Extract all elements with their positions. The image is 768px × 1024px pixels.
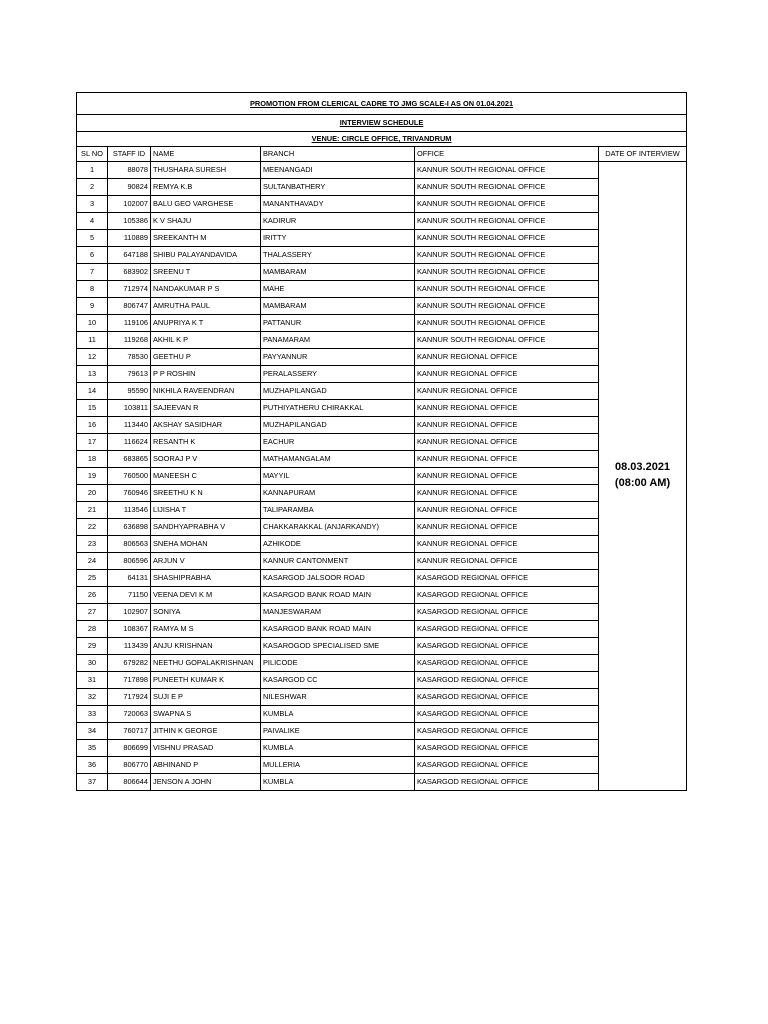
header-sl-no: SL NO — [77, 147, 108, 162]
cell-name: AMRUTHA PAUL — [151, 298, 261, 315]
table-row — [77, 723, 687, 740]
cell-office: KASARGOD REGIONAL OFFICE — [415, 672, 599, 689]
cell-name: NANDAKUMAR P S — [151, 281, 261, 298]
cell-staff-id: 679282 — [108, 655, 151, 672]
cell-branch: IRITTY — [261, 230, 415, 247]
cell-sl-no: 23 — [77, 536, 108, 553]
cell-branch: THALASSERY — [261, 247, 415, 264]
cell-sl-no: 6 — [77, 247, 108, 264]
cell-sl-no: 11 — [77, 332, 108, 349]
cell-name: GEETHU P — [151, 349, 261, 366]
cell-sl-no: 34 — [77, 723, 108, 740]
cell-staff-id: 90824 — [108, 179, 151, 196]
cell-sl-no: 1 — [77, 162, 108, 179]
table-row — [77, 332, 687, 349]
cell-staff-id: 119268 — [108, 332, 151, 349]
cell-office: KANNUR SOUTH REGIONAL OFFICE — [415, 230, 599, 247]
header-office: OFFICE — [415, 147, 599, 162]
cell-name: JITHIN K GEORGE — [151, 723, 261, 740]
cell-name: SANDHYAPRABHA V — [151, 519, 261, 536]
table-row — [77, 689, 687, 706]
cell-branch: PANAMARAM — [261, 332, 415, 349]
cell-office: KANNUR REGIONAL OFFICE — [415, 451, 599, 468]
table-row — [77, 672, 687, 689]
table-row — [77, 502, 687, 519]
cell-name: RAMYA M S — [151, 621, 261, 638]
cell-name: SREETHU K N — [151, 485, 261, 502]
cell-name: SHASHIPRABHA — [151, 570, 261, 587]
table-row — [77, 400, 687, 417]
table-row — [77, 281, 687, 298]
cell-name: K V SHAJU — [151, 213, 261, 230]
cell-branch: KUMBLA — [261, 706, 415, 723]
cell-sl-no: 25 — [77, 570, 108, 587]
cell-staff-id: 95590 — [108, 383, 151, 400]
interview-schedule-table — [76, 92, 687, 791]
cell-sl-no: 21 — [77, 502, 108, 519]
cell-staff-id: 71150 — [108, 587, 151, 604]
cell-sl-no: 35 — [77, 740, 108, 757]
cell-sl-no: 19 — [77, 468, 108, 485]
table-row — [77, 553, 687, 570]
cell-name: SHIBU PALAYANDAVIDA — [151, 247, 261, 264]
table-row — [77, 570, 687, 587]
cell-sl-no: 3 — [77, 196, 108, 213]
table-row — [77, 434, 687, 451]
cell-office: KANNUR SOUTH REGIONAL OFFICE — [415, 298, 599, 315]
table-row — [77, 417, 687, 434]
cell-sl-no: 20 — [77, 485, 108, 502]
cell-branch: MAMBARAM — [261, 264, 415, 281]
cell-staff-id: 64131 — [108, 570, 151, 587]
cell-name: VISHNU PRASAD — [151, 740, 261, 757]
cell-sl-no: 4 — [77, 213, 108, 230]
table-row — [77, 230, 687, 247]
cell-office: KANNUR REGIONAL OFFICE — [415, 553, 599, 570]
cell-name: THUSHARA SURESH — [151, 162, 261, 179]
cell-name: JENSON A JOHN — [151, 774, 261, 791]
cell-office: KANNUR REGIONAL OFFICE — [415, 400, 599, 417]
cell-staff-id: 113439 — [108, 638, 151, 655]
cell-sl-no: 8 — [77, 281, 108, 298]
cell-office: KANNUR REGIONAL OFFICE — [415, 519, 599, 536]
cell-staff-id: 108367 — [108, 621, 151, 638]
cell-office: KANNUR SOUTH REGIONAL OFFICE — [415, 179, 599, 196]
schedule-subtitle: INTERVIEW SCHEDULE — [77, 115, 687, 132]
cell-sl-no: 37 — [77, 774, 108, 791]
cell-sl-no: 36 — [77, 757, 108, 774]
cell-office: KANNUR REGIONAL OFFICE — [415, 536, 599, 553]
cell-name: ABHINAND P — [151, 757, 261, 774]
header-name: NAME — [151, 147, 261, 162]
cell-name: LIJISHA T — [151, 502, 261, 519]
cell-staff-id: 760717 — [108, 723, 151, 740]
cell-sl-no: 31 — [77, 672, 108, 689]
cell-name: PUNEETH KUMAR K — [151, 672, 261, 689]
cell-staff-id: 113546 — [108, 502, 151, 519]
cell-office: KANNUR SOUTH REGIONAL OFFICE — [415, 332, 599, 349]
cell-name: SREENU T — [151, 264, 261, 281]
cell-office: KANNUR SOUTH REGIONAL OFFICE — [415, 196, 599, 213]
cell-office: KANNUR SOUTH REGIONAL OFFICE — [415, 213, 599, 230]
cell-sl-no: 33 — [77, 706, 108, 723]
cell-name: SONIYA — [151, 604, 261, 621]
table-row — [77, 196, 687, 213]
cell-staff-id: 79613 — [108, 366, 151, 383]
cell-branch: MATHAMANGALAM — [261, 451, 415, 468]
cell-branch: PUTHIYATHERU CHIRAKKAL — [261, 400, 415, 417]
cell-branch: TALIPARAMBA — [261, 502, 415, 519]
cell-office: KASARGOD REGIONAL OFFICE — [415, 689, 599, 706]
cell-staff-id: 636898 — [108, 519, 151, 536]
interview-date-cell — [599, 162, 687, 791]
cell-branch: MUZHAPILANGAD — [261, 417, 415, 434]
cell-office: KANNUR SOUTH REGIONAL OFFICE — [415, 281, 599, 298]
cell-staff-id: 103811 — [108, 400, 151, 417]
cell-sl-no: 17 — [77, 434, 108, 451]
cell-office: KANNUR REGIONAL OFFICE — [415, 417, 599, 434]
header-branch: BRANCH — [261, 147, 415, 162]
cell-branch: PATTANUR — [261, 315, 415, 332]
cell-sl-no: 29 — [77, 638, 108, 655]
cell-sl-no: 28 — [77, 621, 108, 638]
cell-branch: MAHE — [261, 281, 415, 298]
table-row — [77, 468, 687, 485]
table-row — [77, 349, 687, 366]
cell-branch: MULLERIA — [261, 757, 415, 774]
cell-branch: KUMBLA — [261, 740, 415, 757]
cell-name: AKSHAY SASIDHAR — [151, 417, 261, 434]
table-row — [77, 162, 687, 179]
cell-sl-no: 13 — [77, 366, 108, 383]
cell-branch: NILESHWAR — [261, 689, 415, 706]
cell-branch: PAIVALIKE — [261, 723, 415, 740]
cell-office: KASARGOD REGIONAL OFFICE — [415, 621, 599, 638]
cell-staff-id: 720063 — [108, 706, 151, 723]
cell-branch: MANANTHAVADY — [261, 196, 415, 213]
cell-sl-no: 30 — [77, 655, 108, 672]
cell-name: NIKHILA RAVEENDRAN — [151, 383, 261, 400]
cell-branch: KASARGOD BANK ROAD MAIN — [261, 621, 415, 638]
cell-staff-id: 647188 — [108, 247, 151, 264]
cell-office: KANNUR SOUTH REGIONAL OFFICE — [415, 264, 599, 281]
cell-branch: MANJESWARAM — [261, 604, 415, 621]
cell-office: KANNUR REGIONAL OFFICE — [415, 502, 599, 519]
cell-branch: MAYYIL — [261, 468, 415, 485]
cell-branch: KASARGOD CC — [261, 672, 415, 689]
cell-name: SREEKANTH M — [151, 230, 261, 247]
interview-time: (08:00 AM) — [614, 477, 671, 489]
table-row — [77, 774, 687, 791]
cell-staff-id: 806596 — [108, 553, 151, 570]
cell-office: KANNUR REGIONAL OFFICE — [415, 349, 599, 366]
cell-branch: PAYYANNUR — [261, 349, 415, 366]
cell-branch: KANNUR CANTONMENT — [261, 553, 415, 570]
table-row — [77, 383, 687, 400]
table-row — [77, 315, 687, 332]
cell-sl-no: 14 — [77, 383, 108, 400]
cell-staff-id: 78530 — [108, 349, 151, 366]
cell-name: P P ROSHIN — [151, 366, 261, 383]
cell-staff-id: 110889 — [108, 230, 151, 247]
cell-office: KANNUR SOUTH REGIONAL OFFICE — [415, 247, 599, 264]
cell-sl-no: 15 — [77, 400, 108, 417]
cell-staff-id: 806644 — [108, 774, 151, 791]
cell-office: KASARGOD REGIONAL OFFICE — [415, 774, 599, 791]
table-row — [77, 587, 687, 604]
table-row — [77, 247, 687, 264]
cell-branch: MEENANGADI — [261, 162, 415, 179]
cell-sl-no: 18 — [77, 451, 108, 468]
cell-name: VEENA DEVI K M — [151, 587, 261, 604]
cell-branch: KASARGOD BANK ROAD MAIN — [261, 587, 415, 604]
cell-staff-id: 119106 — [108, 315, 151, 332]
cell-sl-no: 7 — [77, 264, 108, 281]
cell-name: REMYA K.B — [151, 179, 261, 196]
cell-branch: MUZHAPILANGAD — [261, 383, 415, 400]
cell-branch: PILICODE — [261, 655, 415, 672]
cell-staff-id: 760946 — [108, 485, 151, 502]
header-staff-id: STAFF ID — [108, 147, 151, 162]
interview-date: 08.03.2021 — [615, 461, 671, 474]
table-row — [77, 366, 687, 383]
cell-office: KASARGOD REGIONAL OFFICE — [415, 604, 599, 621]
table-row — [77, 757, 687, 774]
document-title: PROMOTION FROM CLERICAL CADRE TO JMG SCALE-I AS ON 01.04.2021 — [77, 93, 687, 115]
cell-office: KASARGOD REGIONAL OFFICE — [415, 638, 599, 655]
cell-staff-id: 717924 — [108, 689, 151, 706]
cell-sl-no: 12 — [77, 349, 108, 366]
cell-name: SWAPNA S — [151, 706, 261, 723]
cell-branch: SULTANBATHERY — [261, 179, 415, 196]
cell-name: BALU GEO VARGHESE — [151, 196, 261, 213]
header-date-of-interview: DATE OF INTERVIEW — [599, 147, 687, 162]
cell-staff-id: 717898 — [108, 672, 151, 689]
cell-office: KASARGOD REGIONAL OFFICE — [415, 655, 599, 672]
cell-sl-no: 24 — [77, 553, 108, 570]
table-row — [77, 213, 687, 230]
cell-staff-id: 806699 — [108, 740, 151, 757]
table-row — [77, 519, 687, 536]
cell-sl-no: 2 — [77, 179, 108, 196]
table-row — [77, 706, 687, 723]
cell-branch: KASAROGOD SPECIALISED SME — [261, 638, 415, 655]
cell-name: SNEHA MOHAN — [151, 536, 261, 553]
cell-branch: KUMBLA — [261, 774, 415, 791]
table-row — [77, 740, 687, 757]
cell-staff-id: 760500 — [108, 468, 151, 485]
cell-branch: CHAKKARAKKAL (ANJARKANDY) — [261, 519, 415, 536]
cell-office: KANNUR REGIONAL OFFICE — [415, 366, 599, 383]
cell-sl-no: 9 — [77, 298, 108, 315]
table-row — [77, 621, 687, 638]
table-row — [77, 536, 687, 553]
cell-branch: KADIRUR — [261, 213, 415, 230]
table-row — [77, 655, 687, 672]
cell-office: KANNUR REGIONAL OFFICE — [415, 468, 599, 485]
cell-office: KANNUR REGIONAL OFFICE — [415, 383, 599, 400]
cell-sl-no: 5 — [77, 230, 108, 247]
cell-name: RESANTH K — [151, 434, 261, 451]
cell-office: KASARGOD REGIONAL OFFICE — [415, 706, 599, 723]
table-row — [77, 451, 687, 468]
cell-sl-no: 16 — [77, 417, 108, 434]
cell-name: ARJUN V — [151, 553, 261, 570]
cell-staff-id: 116624 — [108, 434, 151, 451]
cell-office: KASARGOD REGIONAL OFFICE — [415, 570, 599, 587]
cell-name: AKHIL K P — [151, 332, 261, 349]
table-row — [77, 264, 687, 281]
cell-branch: KASARGOD JALSOOR ROAD — [261, 570, 415, 587]
cell-staff-id: 105386 — [108, 213, 151, 230]
cell-staff-id: 712974 — [108, 281, 151, 298]
cell-sl-no: 27 — [77, 604, 108, 621]
cell-branch: KANNAPURAM — [261, 485, 415, 502]
cell-sl-no: 10 — [77, 315, 108, 332]
cell-office: KASARGOD REGIONAL OFFICE — [415, 587, 599, 604]
cell-staff-id: 102907 — [108, 604, 151, 621]
cell-sl-no: 22 — [77, 519, 108, 536]
cell-name: NEETHU GOPALAKRISHNAN — [151, 655, 261, 672]
cell-staff-id: 683902 — [108, 264, 151, 281]
table-row — [77, 638, 687, 655]
cell-branch: EACHUR — [261, 434, 415, 451]
cell-staff-id: 113440 — [108, 417, 151, 434]
cell-office: KANNUR SOUTH REGIONAL OFFICE — [415, 162, 599, 179]
cell-sl-no: 26 — [77, 587, 108, 604]
cell-staff-id: 88078 — [108, 162, 151, 179]
cell-office: KASARGOD REGIONAL OFFICE — [415, 757, 599, 774]
cell-name: SOORAJ P V — [151, 451, 261, 468]
cell-name: SUJI E P — [151, 689, 261, 706]
table-row — [77, 179, 687, 196]
cell-branch: MAMBARAM — [261, 298, 415, 315]
cell-staff-id: 806563 — [108, 536, 151, 553]
cell-office: KASARGOD REGIONAL OFFICE — [415, 723, 599, 740]
cell-name: ANUPRIYA K T — [151, 315, 261, 332]
cell-office: KANNUR REGIONAL OFFICE — [415, 434, 599, 451]
cell-name: ANJU KRISHNAN — [151, 638, 261, 655]
table-row — [77, 604, 687, 621]
cell-name: MANEESH C — [151, 468, 261, 485]
cell-staff-id: 806770 — [108, 757, 151, 774]
cell-staff-id: 683865 — [108, 451, 151, 468]
table-row — [77, 485, 687, 502]
cell-name: SAJEEVAN R — [151, 400, 261, 417]
cell-sl-no: 32 — [77, 689, 108, 706]
cell-office: KANNUR REGIONAL OFFICE — [415, 485, 599, 502]
cell-office: KANNUR SOUTH REGIONAL OFFICE — [415, 315, 599, 332]
table-row — [77, 298, 687, 315]
cell-office: KASARGOD REGIONAL OFFICE — [415, 740, 599, 757]
venue-line: VENUE: CIRCLE OFFICE, TRIVANDRUM — [77, 132, 687, 147]
cell-staff-id: 102007 — [108, 196, 151, 213]
cell-branch: PERALASSERY — [261, 366, 415, 383]
cell-branch: AZHIKODE — [261, 536, 415, 553]
cell-staff-id: 806747 — [108, 298, 151, 315]
